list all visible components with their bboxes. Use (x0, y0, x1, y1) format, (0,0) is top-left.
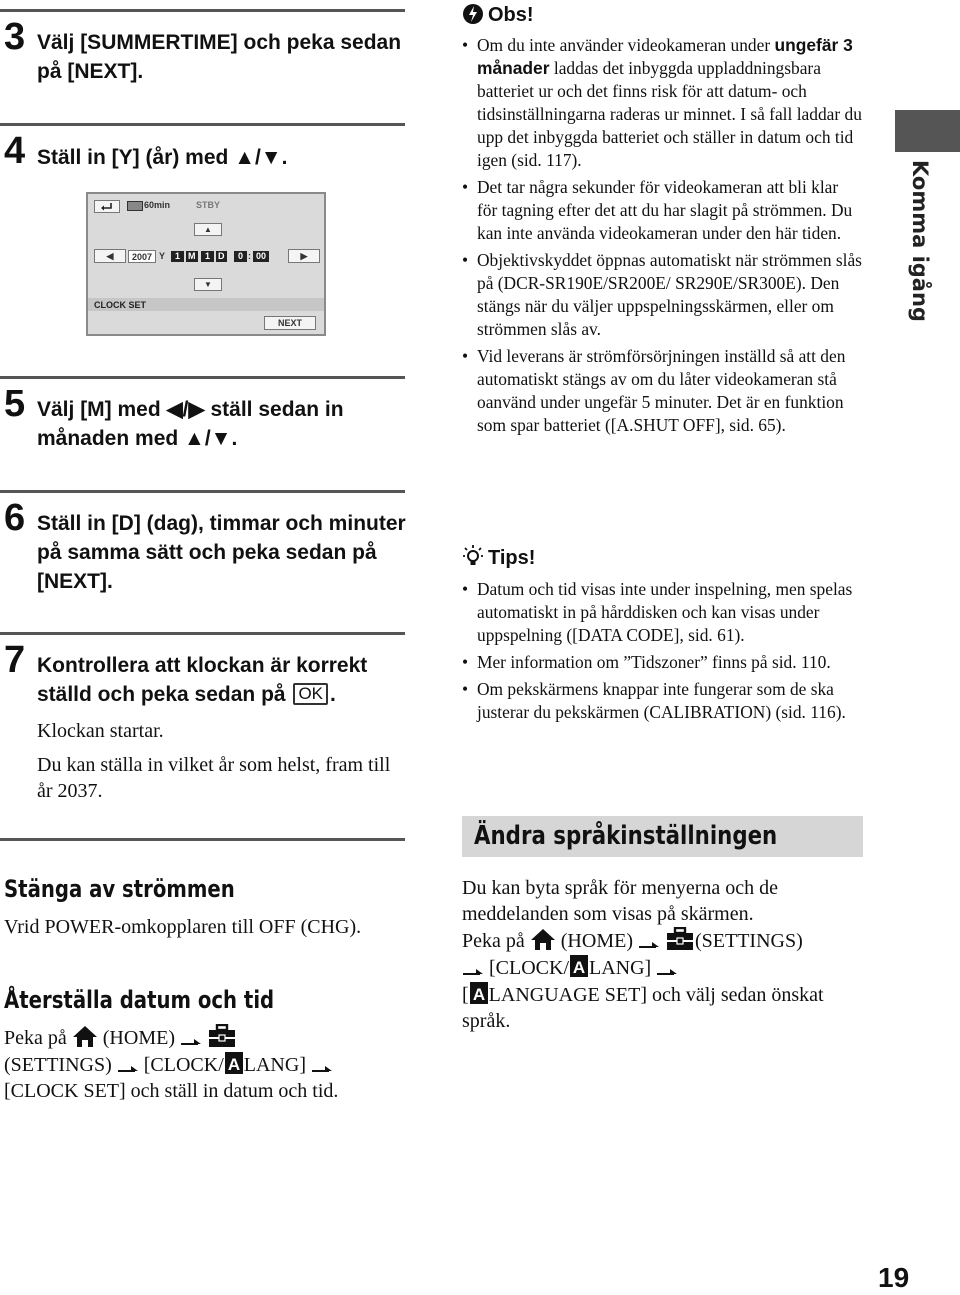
list-item: • Om pekskärmens knappar inte fungerar som de ska justerar du pekskärmen (CALIBRATION) (sid. 116). (462, 678, 862, 724)
list-item: • Mer information om ”Tidszoner” finns på sid. 110. (462, 651, 862, 674)
tips-list (462, 578, 862, 728)
step-text: Välj [SUMMERTIME] och peka sedan på [NEXT]. (37, 31, 402, 83)
svg-text:A: A (472, 985, 485, 1004)
ok-button-icon: OK (293, 683, 328, 705)
return-icon (100, 202, 114, 211)
tips-header (462, 544, 535, 570)
chapter-tab-label: Komma igång (908, 160, 932, 322)
clock-set-screen (86, 192, 326, 336)
left-arrow-button[interactable] (94, 249, 126, 263)
divider (0, 490, 405, 493)
reset-peka: Peka på (4, 1027, 67, 1049)
right-arrow-icon: ▶ (300, 250, 308, 261)
step-text: Välj [M] med ◀/▶ ställ sedan in månaden med ▲/▼. (37, 398, 344, 450)
step-text: Ställ in [Y] (år) med ▲/▼. (37, 146, 288, 169)
page-number: 19 (878, 1262, 910, 1293)
obs-list (462, 34, 862, 441)
language-icon (469, 981, 489, 1005)
language-text (462, 875, 872, 1034)
language-icon (224, 1051, 244, 1075)
reset-clock: [CLOCK/ (143, 1054, 224, 1076)
left-arrow-icon: ◀ (106, 250, 114, 261)
battery-icon (127, 201, 143, 211)
down-arrow-icon: ▼ (204, 280, 212, 289)
tips-heading: Tips! (488, 547, 536, 569)
power-off-heading: Stänga av strömmen (4, 875, 235, 903)
chapter-tab-marker (895, 110, 960, 152)
time-colon: : (248, 251, 251, 261)
list-item: • Vid leverans är strömförsörjningen inställd så att den automatiskt stängs av om du låter videokameran stå oanvänd under ungefär 5 minuter. Det är en funktion som spar batteriet ([A.SHUT OFF], sid. 65). (462, 345, 862, 437)
down-arrow-button[interactable] (194, 278, 222, 291)
language-lang: LANG] (589, 957, 652, 979)
language-home: (HOME) (560, 930, 633, 952)
hour-value[interactable]: 0 (234, 251, 247, 262)
arrow-right-icon (638, 939, 660, 951)
month-value[interactable]: 1 (171, 251, 184, 262)
obs-text: laddas det inbyggda uppladdningsbara batteriet ur och det finns risk för att datum- och tidsinställningarna raderas ur minnet. I så fall laddar du upp det inbyggda batteriet och ställer in datum och tid igen (sid. 117). (477, 58, 862, 170)
language-icon (569, 954, 589, 978)
step-number: 5 (4, 383, 26, 425)
obs-heading: Obs! (488, 4, 534, 26)
minute-value[interactable]: 00 (253, 251, 269, 262)
reset-text (4, 1024, 404, 1104)
step-number: 6 (4, 497, 26, 539)
language-peka: Peka på (462, 930, 525, 952)
language-intro: Du kan byta språk för menyerna och de meddelanden som visas på skärmen. (462, 877, 778, 925)
reset-heading: Återställa datum och tid (4, 986, 275, 1014)
home-icon (530, 927, 556, 951)
toolbox-icon (665, 927, 695, 951)
obs-emphasis: ungefär 3 månader (477, 35, 853, 78)
step-text-end: . (330, 683, 336, 706)
language-set: LANGUAGE SET] och välj sedan önskat språk. (462, 984, 824, 1032)
return-button[interactable] (94, 200, 120, 213)
year-label: Y (159, 251, 166, 261)
lightbulb-icon (462, 544, 484, 568)
arrow-right-icon (311, 1063, 333, 1075)
divider (0, 376, 405, 379)
step-number: 3 (4, 16, 26, 58)
up-arrow-icon: ▲ (204, 225, 212, 234)
arrow-right-icon (180, 1036, 202, 1048)
status-label: STBY (196, 200, 221, 210)
up-arrow-button[interactable] (194, 223, 222, 236)
step-note: Klockan startar. (37, 720, 164, 742)
arrow-right-icon (656, 966, 678, 978)
step-number: 4 (4, 130, 26, 172)
svg-text:A: A (227, 1055, 240, 1074)
language-settings: (SETTINGS) (694, 930, 803, 952)
obs-header (462, 3, 534, 27)
reset-lang: LANG] (243, 1054, 306, 1076)
list-item: • Datum och tid visas inte under inspelning, men spelas automatiskt in på hårddisken och kan visas under uppspelning ([DATA CODE], sid. 61). (462, 578, 862, 647)
home-icon (72, 1024, 98, 1048)
next-button[interactable]: NEXT (264, 316, 316, 330)
warning-icon (462, 3, 484, 25)
step-number: 7 (4, 639, 26, 681)
divider (0, 838, 405, 841)
language-heading: Ändra språkinställningen (474, 821, 778, 851)
step-note: Du kan ställa in vilket år som helst, fram till år 2037. (37, 754, 391, 802)
arrow-right-icon (462, 966, 484, 978)
battery-time: 60min (144, 200, 171, 210)
screen-title: CLOCK SET (94, 300, 147, 310)
list-item (462, 34, 862, 172)
language-clock: [CLOCK/ (489, 957, 569, 979)
step-text: Ställ in [D] (dag), timmar och minuter på samma sätt och peka sedan på [NEXT]. (37, 512, 406, 593)
year-value[interactable]: 2007 (128, 250, 156, 263)
list-item: • Det tar några sekunder för videokameran att bli klar för tagning efter det att du har slagit på strömmen. Du kan inte använda videokameran under den här tiden. (462, 176, 862, 245)
list-item: • Objektivskyddet öppnas automatiskt när strömmen slås på (DCR-SR190E/SR200E/ SR290E/SR300E). Den stängs när du väljer uppspelningsskärmen, eller om strömmen slås av. (462, 249, 862, 341)
day-label: D (218, 251, 225, 261)
month-label: M (188, 251, 196, 261)
language-section-bar (462, 816, 863, 857)
reset-home: (HOME) (102, 1027, 175, 1049)
language-bracket: [ (462, 984, 469, 1006)
divider (0, 632, 405, 635)
day-value[interactable]: 1 (201, 251, 214, 262)
svg-text:A: A (572, 958, 586, 977)
step-text (37, 651, 407, 709)
reset-clock-set: [CLOCK SET] och ställ in datum och tid. (4, 1080, 339, 1102)
divider (0, 123, 405, 126)
step-text-main: Kontrollera att klockan är korrekt ställd och peka sedan på (37, 654, 368, 706)
power-off-text: Vrid POWER-omkopplaren till OFF (CHG). (4, 916, 362, 938)
right-arrow-button[interactable] (288, 249, 320, 263)
toolbox-icon (207, 1024, 237, 1048)
divider (0, 9, 405, 12)
obs-text: Om du inte använder videokameran under (477, 35, 771, 55)
reset-settings: (SETTINGS) (4, 1054, 112, 1076)
arrow-right-icon (117, 1063, 139, 1075)
